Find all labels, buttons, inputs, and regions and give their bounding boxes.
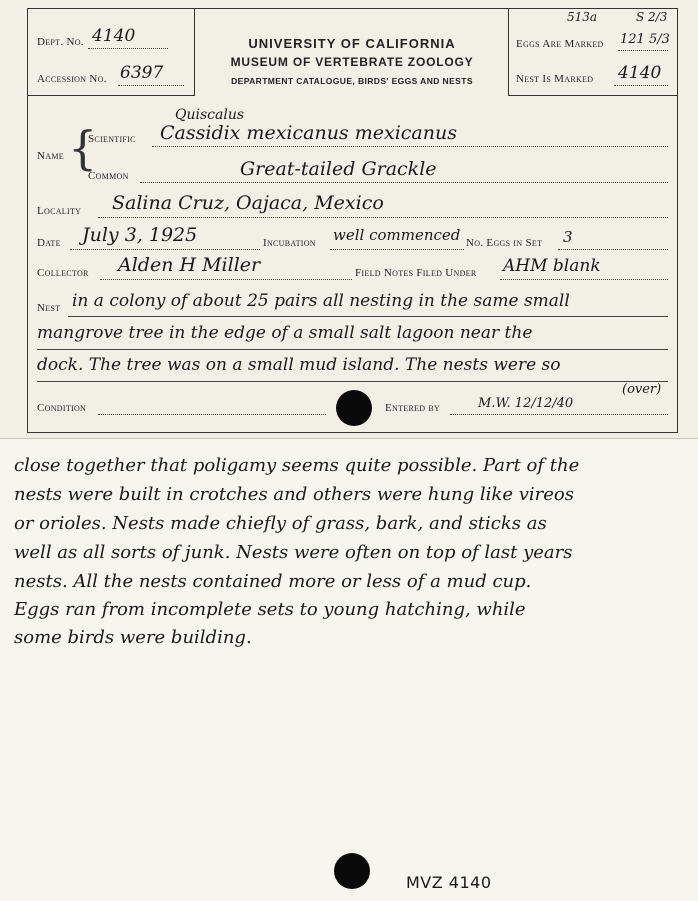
punch-hole-top: [336, 390, 372, 426]
nest-line-2: mangrove tree in the edge of a small salt lagoon near the: [37, 323, 533, 343]
over-note: (over): [622, 382, 662, 397]
corner-note-right: S 2/3: [636, 10, 668, 24]
nest-marked-value: 4140: [618, 63, 662, 83]
title-line-2: MUSEUM OF VERTEBRATE ZOOLOGY: [230, 55, 474, 69]
corner-note-left: 513a: [567, 10, 598, 24]
nest-label: Nest: [37, 302, 61, 314]
back-line-2: nests were built in crotches and others were hung like vireos: [14, 484, 574, 505]
locality-value: Salina Cruz, Oajaca, Mexico: [112, 192, 384, 214]
catalog-stamp: MVZ 4140: [406, 873, 492, 892]
dept-value: 4140: [92, 26, 136, 46]
card-back: [0, 438, 698, 901]
accession-value: 6397: [120, 63, 164, 83]
name-brace: {: [68, 121, 98, 175]
common-rule: [140, 182, 668, 183]
common-value: Great-tailed Grackle: [240, 158, 437, 180]
card-front: [0, 0, 698, 438]
entered-rule: [450, 414, 668, 415]
nest-rule-2: [37, 349, 668, 350]
collector-label: Collector: [37, 267, 89, 279]
collector-rule: [100, 279, 352, 280]
collector-value: Alden H Miller: [118, 254, 261, 276]
date-value: July 3, 1925: [82, 224, 198, 246]
genus-correction: Quiscalus: [175, 107, 245, 123]
accession-rule: [118, 85, 184, 86]
back-line-1: close together that poligamy seems quite possible. Part of the: [14, 455, 580, 476]
back-line-6: Eggs ran from incomplete sets to young hatching, while: [14, 599, 526, 620]
eggs-in-set-value: 3: [563, 228, 573, 246]
entered-label: Entered by: [385, 402, 441, 414]
entered-value: M.W. 12/12/40: [478, 396, 574, 411]
eggs-in-set-rule: [558, 249, 668, 250]
date-label: Date: [37, 237, 61, 249]
field-notes-rule: [500, 279, 668, 280]
nest-line-1: in a colony of about 25 pairs all nesting in the same small: [72, 291, 570, 311]
title-line-1: UNIVERSITY OF CALIFORNIA: [248, 36, 456, 51]
scientific-label: Scientific: [88, 133, 136, 145]
field-notes-value: AHM blank: [503, 256, 601, 276]
incubation-rule: [330, 249, 464, 250]
accession-label: Accession No.: [37, 73, 107, 85]
nest-marked-rule: [614, 85, 668, 86]
nest-marked-label: Nest Is Marked: [516, 73, 594, 85]
back-line-5: nests. All the nests contained more or less of a mud cup.: [14, 571, 532, 592]
nest-rule-3: [37, 381, 668, 382]
scientific-rule: [152, 146, 668, 147]
common-label: Common: [88, 170, 129, 182]
locality-rule: [98, 217, 668, 218]
scientific-value: Cassidix mexicanus mexicanus: [160, 122, 457, 144]
title-line-3: DEPARTMENT CATALOGUE, BIRDS' EGGS AND NESTS: [231, 76, 473, 86]
eggs-marked-value: 121 5/3: [620, 32, 670, 47]
eggs-marked-label: Eggs Are Marked: [516, 38, 604, 50]
date-rule: [70, 249, 260, 250]
incubation-label: Incubation: [263, 237, 316, 249]
condition-label: Condition: [37, 402, 87, 414]
locality-label: Locality: [37, 205, 82, 217]
incubation-value: well commenced: [333, 226, 461, 244]
nest-line-3: dock. The tree was on a small mud island. The nests were so: [37, 355, 561, 375]
nest-rule-1: [68, 316, 668, 317]
dept-label: Dept. No.: [37, 36, 84, 48]
back-line-3: or orioles. Nests made chiefly of grass, bark, and sticks as: [14, 513, 547, 534]
dept-rule: [88, 48, 168, 49]
eggs-marked-rule: [618, 50, 668, 51]
eggs-in-set-label: No. Eggs in Set: [466, 237, 543, 249]
punch-hole-bottom: [334, 853, 370, 889]
name-label: Name: [37, 150, 64, 162]
field-notes-label: Field Notes Filed Under: [355, 267, 477, 279]
condition-rule: [98, 414, 326, 415]
back-line-7: some birds were building.: [14, 627, 252, 648]
back-line-4: well as all sorts of junk. Nests were often on top of last years: [14, 542, 573, 563]
